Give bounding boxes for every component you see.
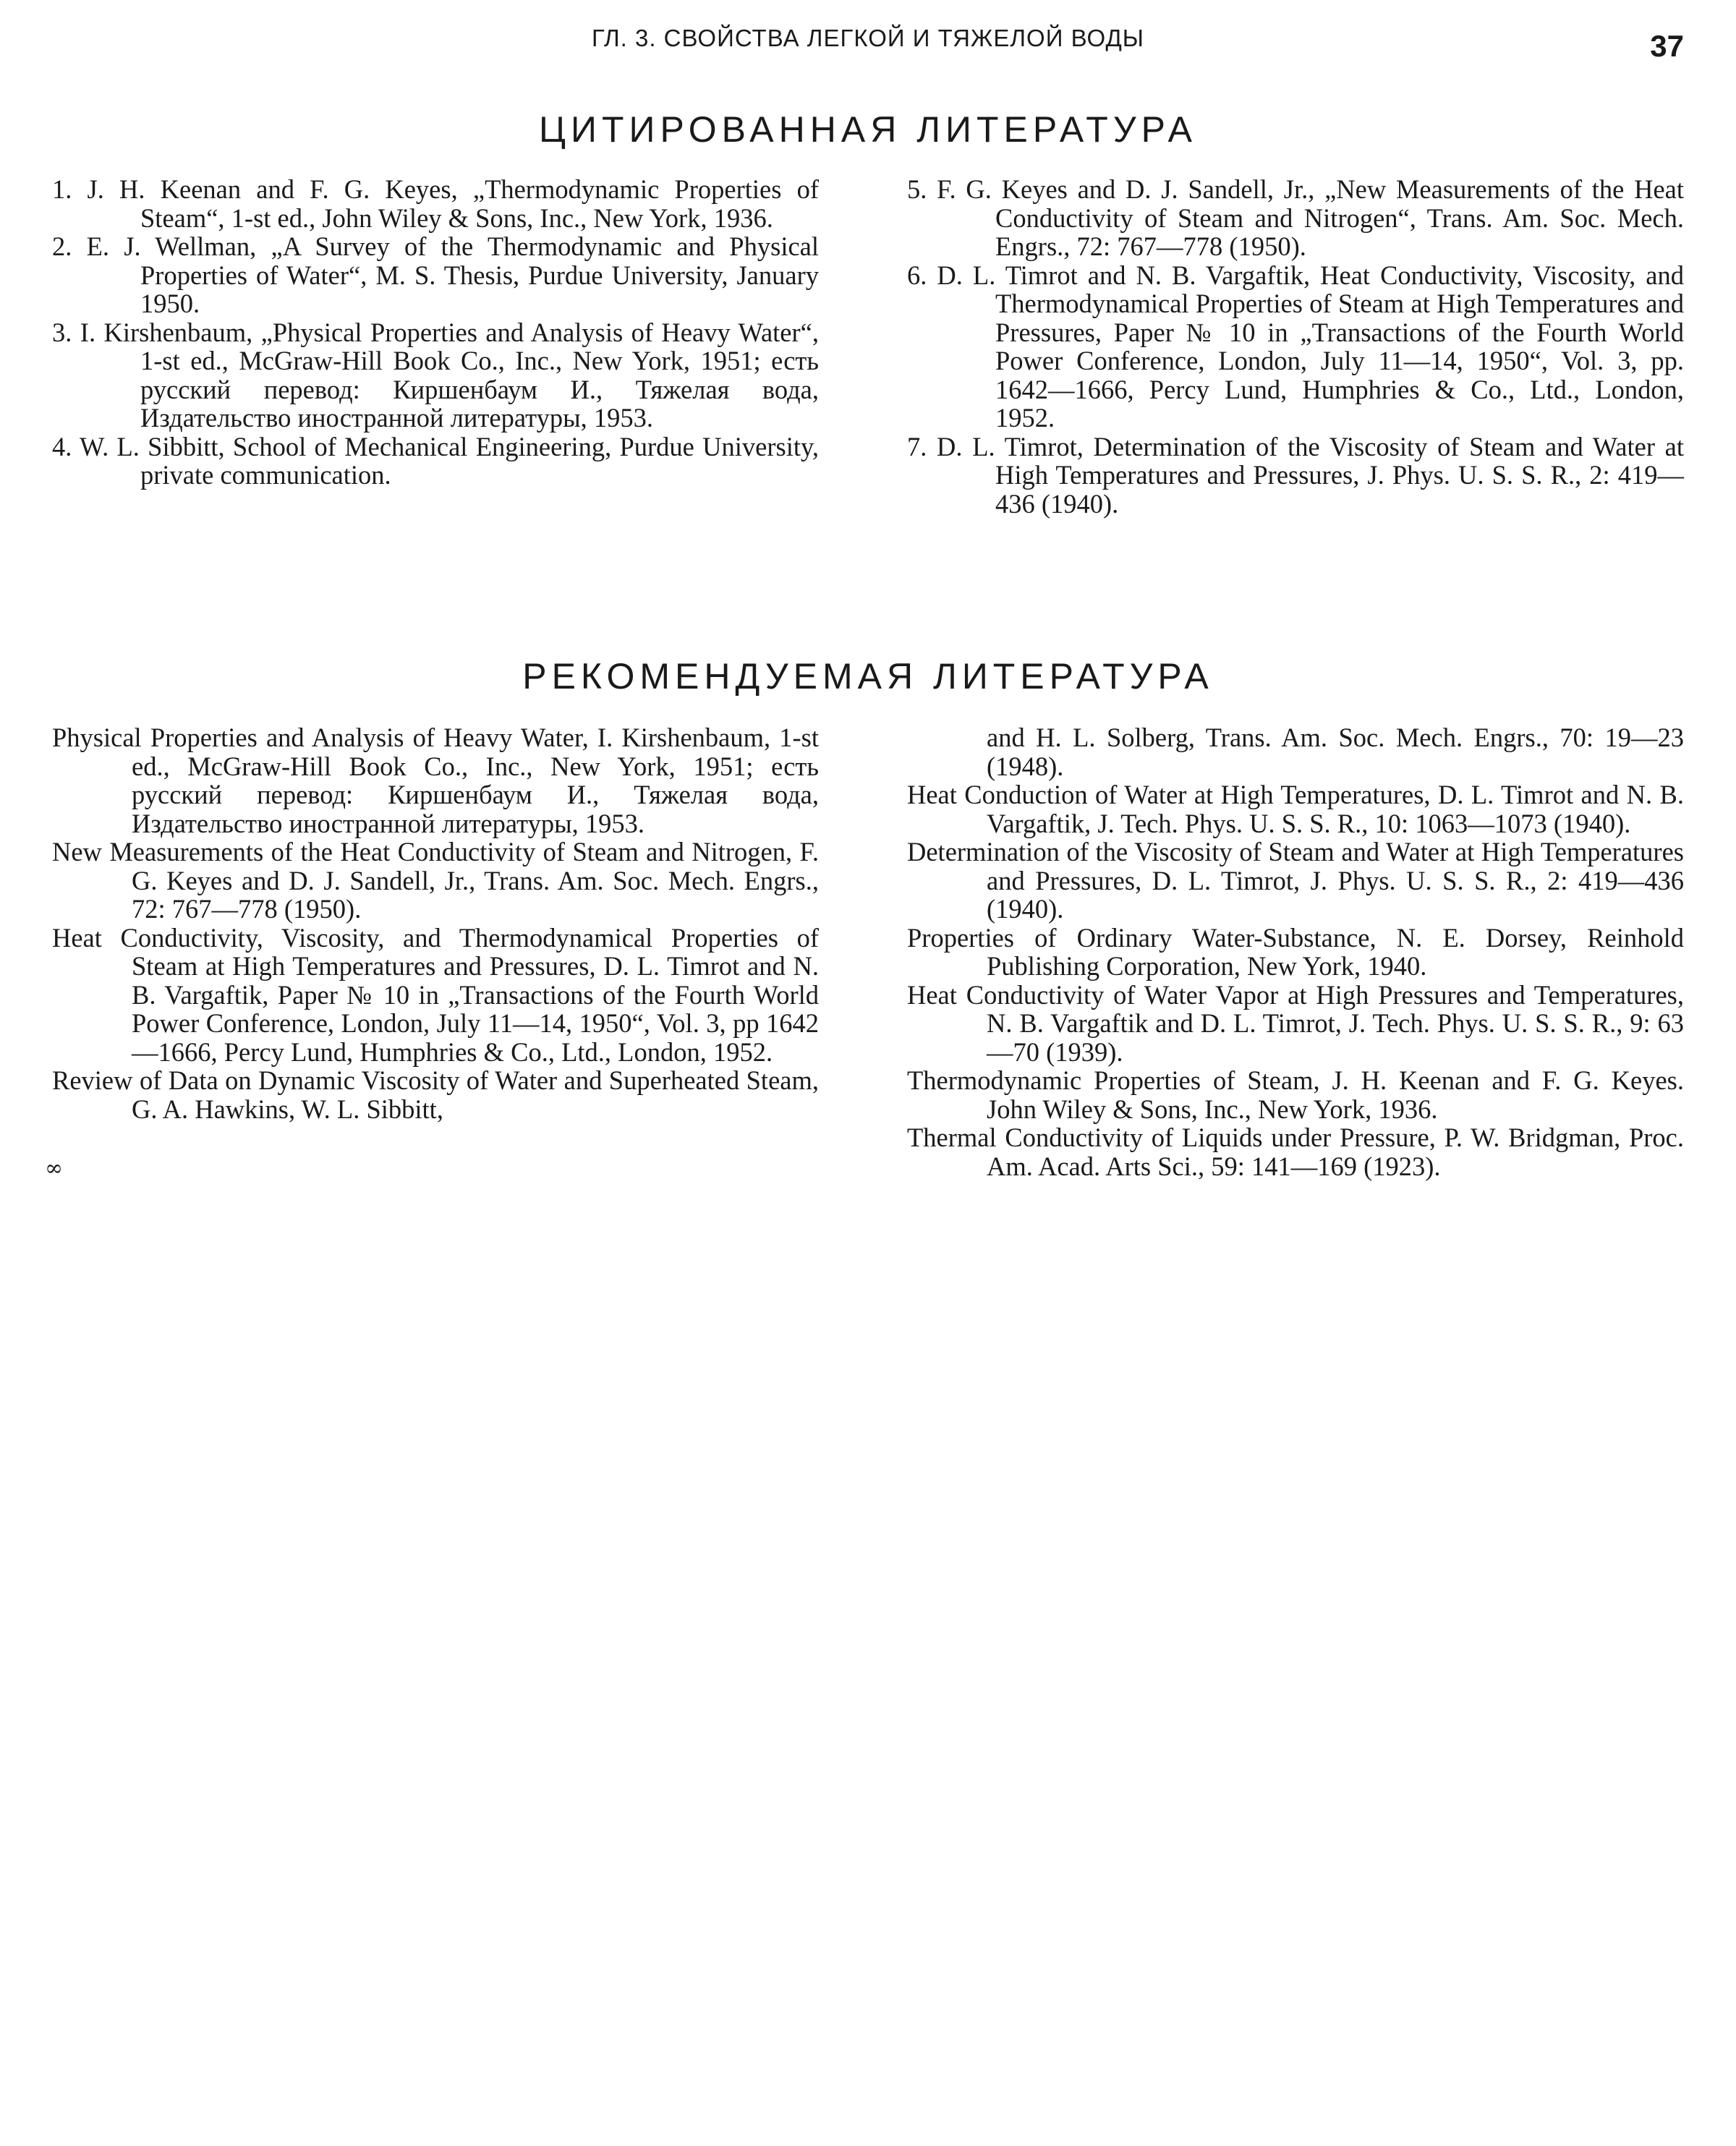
- recommended-list-right: [907, 723, 1684, 1180]
- running-title: ГЛ. 3. СВОЙСТВА ЛЕГКОЙ И ТЯЖЕЛОЙ ВОДЫ: [591, 25, 1145, 51]
- recommended-ref-10: Thermal Conductivity of Liquids under Pressure, P. W. Bridgman, Proc. Am. Acad. Arts Sci., 59: 141—169 (1923).: [907, 1123, 1684, 1181]
- page-number: 37: [1650, 29, 1684, 63]
- cited-ref-5: 5. F. G. Keyes and D. J. Sandell, Jr., „New Measurements of the Heat Conductivity of Steam and Nitrogen“, Trans. Am. Soc. Mech. Engrs., 72: 767—778 (1950).: [907, 174, 1684, 261]
- recommended-ref-4: Review of Data on Dynamic Viscosity of Water and Superheated Steam, G. A. Hawkins, W. L. Sibbitt,: [52, 1065, 819, 1124]
- recommended-ref-3: Heat Conductivity, Viscosity, and Thermodynamical Properties of Steam at High Temperatures and Pressures, D. L. Timrot and N. B. Vargaftik, Paper № 10 in „Transactions of the Fourth World Power Conference, London, July 11—14, 1950“, Vol. 3, pp 1642—1666, Percy Lund, Humphries & Co., Ltd., London, 1952.: [52, 922, 819, 1067]
- cited-literature-heading: ЦИТИРОВАННАЯ ЛИТЕРАТУРА: [539, 109, 1197, 150]
- recommended-list-left: [52, 723, 819, 1123]
- cited-ref-4: 4. W. L. Sibbitt, School of Mechanical Engineering, Purdue University, private communication.: [52, 431, 819, 490]
- cited-list-left: [52, 175, 819, 490]
- cited-ref-3: 3. I. Kirshenbaum, „Physical Properties and Analysis of Heavy Water“, 1-st ed., McGraw-Hill Book Co., Inc., New York, 1951; есть русский перевод: Киршенбаум И., Тяжелая вода, Издательство иностранной литературы, 1953.: [52, 317, 819, 433]
- cited-list-right: [907, 175, 1684, 518]
- recommended-ref-5: Heat Conduction of Water at High Temperatures, D. L. Timrot and N. B. Vargaftik, J. Tech. Phys. U. S. S. R., 10: 1063—1073 (1940).: [907, 780, 1684, 838]
- recommended-ref-continued: and H. L. Solberg, Trans. Am. Soc. Mech. Engrs., 70: 19—23 (1948).: [987, 723, 1684, 781]
- cited-ref-7: 7. D. L. Timrot, Determination of the Viscosity of Steam and Water at High Temperatures and Pressures, J. Phys. U. S. S. R., 2: 419—436 (1940).: [907, 431, 1684, 519]
- recommended-ref-6: Determination of the Viscosity of Steam and Water at High Temperatures and Pressures, D. L. Timrot, J. Phys. U. S. S. R., 2: 419—436 (1940).: [907, 837, 1684, 924]
- running-header: [0, 25, 1736, 68]
- cited-ref-2: 2. E. J. Wellman, „A Survey of the Thermodynamic and Physical Properties of Water“, M. S. Thesis, Purdue University, January 1950.: [52, 231, 819, 318]
- recommended-ref-2: New Measurements of the Heat Conductivity of Steam and Nitrogen, F. G. Keyes and D. J. Sandell, Jr., Trans. Am. Soc. Mech. Engrs., 72: 767—778 (1950).: [52, 837, 819, 924]
- infinity-margin-mark: ∞: [45, 1156, 63, 1181]
- recommended-ref-1: Physical Properties and Analysis of Heavy Water, I. Kirshenbaum, 1-st ed., McGraw-Hill Book Co., Inc., New York, 1951; есть русский перевод: Киршенбаум И., Тяжелая вода, Издательство иностранной литературы, 1953.: [52, 723, 819, 838]
- recommended-literature-heading: РЕКОМЕНДУЕМАЯ ЛИТЕРАТУРА: [522, 656, 1214, 697]
- cited-ref-6: 6. D. L. Timrot and N. B. Vargaftik, Heat Conductivity, Viscosity, and Thermodynamical Properties of Steam at High Temperatures and Pressures, Paper № 10 in „Transactions of the Fourth World Power Conference, London, July 11—14, 1950“, Vol. 3, pp. 1642—1666, Percy Lund, Humphries & Co., Ltd., London, 1952.: [907, 260, 1684, 433]
- recommended-ref-7: Properties of Ordinary Water-Substance, N. E. Dorsey, Reinhold Publishing Corporation, New York, 1940.: [907, 922, 1684, 981]
- cited-ref-1: 1. J. H. Keenan and F. G. Keyes, „Thermodynamic Properties of Steam“, 1-st ed., John Wiley & Sons, Inc., New York, 1936.: [52, 174, 819, 233]
- recommended-ref-9: Thermodynamic Properties of Steam, J. H. Keenan and F. G. Keyes. John Wiley & Sons, Inc., New York, 1936.: [907, 1065, 1684, 1124]
- recommended-ref-8: Heat Conductivity of Water Vapor at High Pressures and Temperatures, N. B. Vargaftik and D. L. Timrot, J. Tech. Phys. U. S. S. R., 9: 63—70 (1939).: [907, 979, 1684, 1067]
